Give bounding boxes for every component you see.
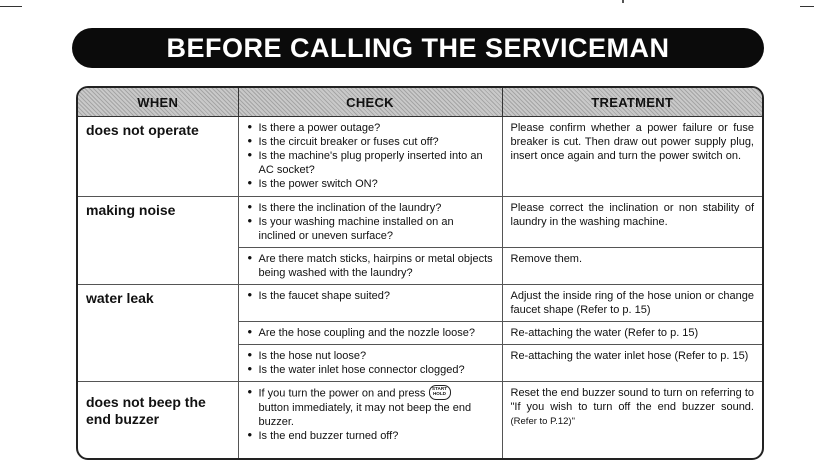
header-treatment: TREATMENT <box>502 88 762 117</box>
check-cell <box>238 248 502 285</box>
treatment-cell: Re-attaching the water inlet hose (Refer to p. 15) <box>502 345 762 382</box>
check-item: • Is there a power outage? <box>259 121 494 135</box>
table-row <box>78 197 762 248</box>
check-item: • Is the water inlet hose connector clogged? <box>259 363 494 377</box>
check-item: • Is the machine's plug properly inserted into an AC socket? <box>259 149 494 177</box>
check-item: • Are the hose coupling and the nozzle loose? <box>259 326 494 340</box>
check-cell <box>238 117 502 197</box>
treatment-cell: Re-attaching the water (Refer to p. 15) <box>502 322 762 345</box>
table-row <box>78 117 762 197</box>
treatment-cell: Please correct the inclination or non stability of laundry in the washing machine. <box>502 197 762 248</box>
check-item: • Is there the inclination of the laundry? <box>259 201 494 215</box>
check-item: • Is the circuit breaker or fuses cut off? <box>259 135 494 149</box>
start-label: START <box>432 386 447 391</box>
header-check: CHECK <box>238 88 502 117</box>
check-item <box>259 386 494 429</box>
treatment-cell: Please confirm whether a power failure or fuse breaker is cut. Then draw out power supply plug, insert once again and turn the power switch on. <box>502 117 762 197</box>
top-right-rule <box>800 6 814 7</box>
when-cell: making noise <box>78 197 238 285</box>
troubleshooting-table <box>76 86 764 460</box>
header-when: WHEN <box>78 88 238 117</box>
when-cell: does not operate <box>78 117 238 197</box>
table-row <box>78 285 762 322</box>
start-hold-button-icon <box>429 385 451 400</box>
check-item: • Is the end buzzer turned off? <box>259 429 494 443</box>
top-mark <box>622 0 624 3</box>
check-item: • Is the power switch ON? <box>259 177 494 191</box>
check-text: If you turn the power on and press <box>258 387 426 400</box>
check-item: • Is the hose nut loose? <box>259 349 494 363</box>
treatment-text: Reset the end buzzer sound to turn on referring to "If you wish to turn off the end buzzer sound. <box>510 387 754 413</box>
check-cell <box>238 197 502 248</box>
check-text: button immediately, it may not beep the end buzzer. <box>258 402 472 428</box>
check-cell <box>238 345 502 382</box>
title-banner <box>72 28 764 68</box>
page-title: BEFORE CALLING THE SERVICEMAN <box>166 32 670 63</box>
table-row <box>78 382 762 459</box>
treatment-cell: Remove them. <box>502 248 762 285</box>
check-item: • Is your washing machine installed on an inclined or uneven surface? <box>259 215 494 243</box>
hold-label: HOLD <box>432 391 446 396</box>
header-row <box>78 88 762 117</box>
check-item: • Is the faucet shape suited? <box>259 289 494 303</box>
treatment-cell <box>502 382 762 459</box>
top-left-rule <box>0 6 22 7</box>
when-cell: does not beep the end buzzer <box>78 382 238 459</box>
check-cell <box>238 285 502 322</box>
check-cell <box>238 322 502 345</box>
treatment-cell: Adjust the inside ring of the hose union or change faucet shape (Refer to p. 15) <box>502 285 762 322</box>
check-item: • Are there match sticks, hairpins or metal objects being washed with the laundry? <box>259 252 494 280</box>
treatment-ref: (Refer to P.12)" <box>510 416 575 427</box>
when-cell: water leak <box>78 285 238 382</box>
check-cell <box>238 382 502 459</box>
